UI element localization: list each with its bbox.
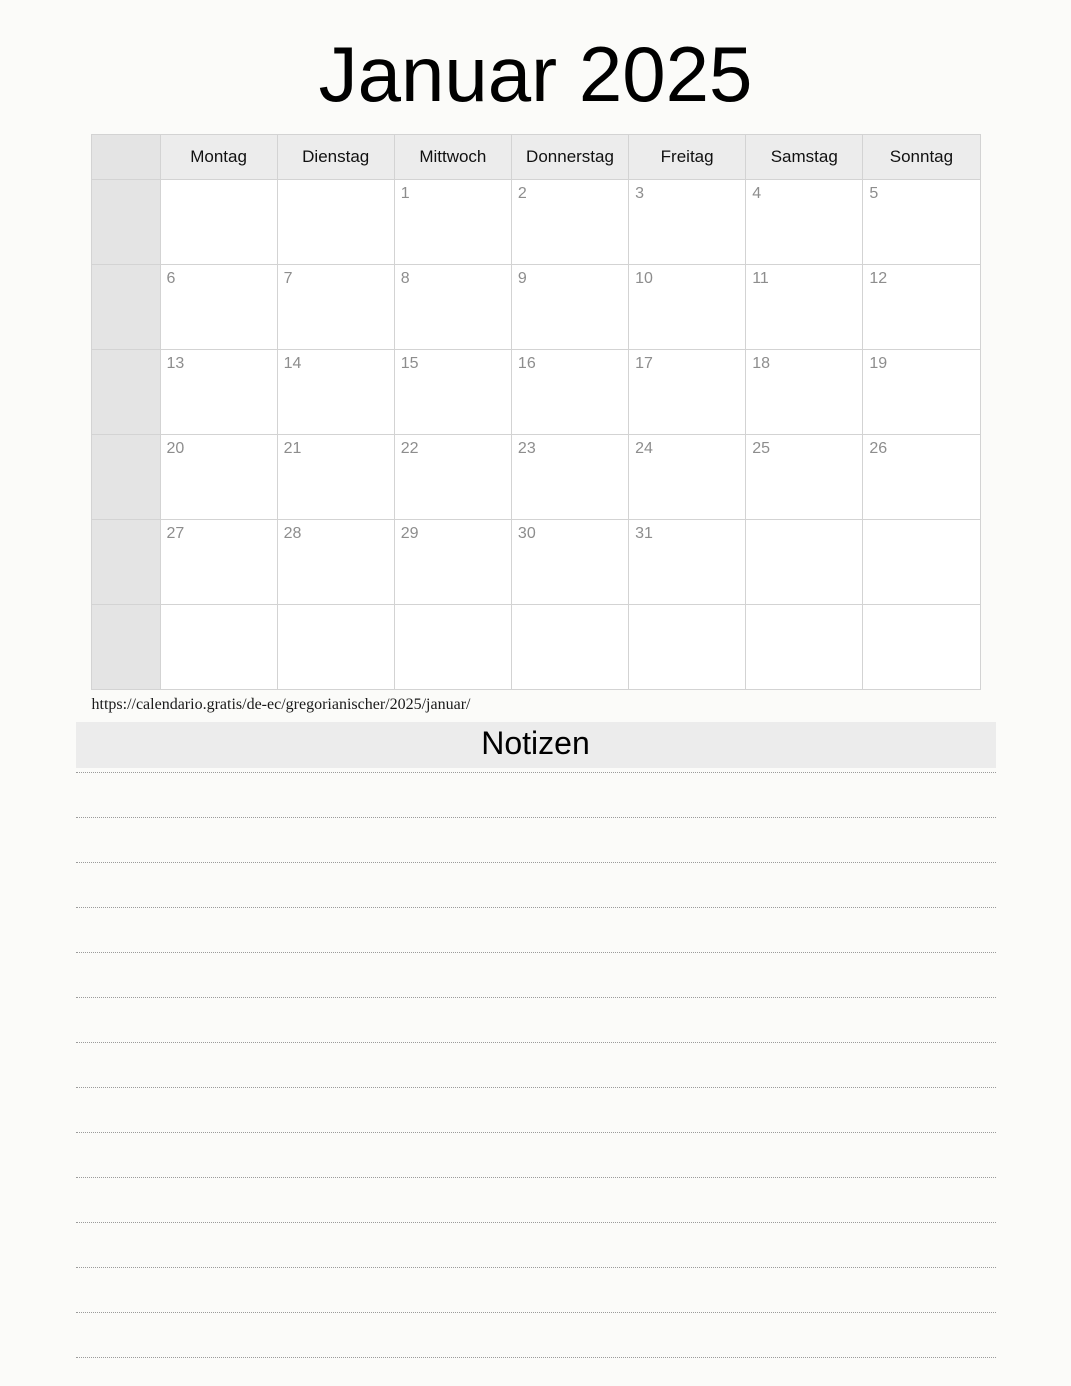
day-number: 11	[752, 269, 769, 287]
day-cell	[746, 519, 863, 604]
calendar-week-row	[91, 349, 980, 434]
day-number: 4	[752, 184, 762, 202]
day-number: 2	[517, 184, 527, 202]
note-line[interactable]	[76, 953, 996, 998]
day-number: 29	[400, 524, 419, 542]
day-number	[161, 180, 277, 186]
day-number	[161, 605, 277, 611]
note-line[interactable]	[76, 1313, 996, 1358]
day-cell	[629, 434, 746, 519]
day-cell	[394, 434, 511, 519]
day-number: 23	[517, 439, 536, 457]
weekday-header-friday: Freitag	[629, 134, 746, 179]
day-number: 1	[400, 184, 410, 202]
day-cell	[511, 519, 628, 604]
day-number: 25	[752, 439, 770, 457]
page-title: Januar 2025	[318, 30, 753, 118]
day-cell	[746, 264, 863, 349]
note-line[interactable]	[76, 1268, 996, 1313]
calendar-container	[91, 134, 981, 690]
day-number: 27	[166, 524, 185, 542]
day-cell	[629, 264, 746, 349]
day-number: 14	[283, 354, 302, 372]
note-line[interactable]	[76, 998, 996, 1043]
weeknumber-cell	[91, 349, 160, 434]
day-number: 26	[869, 439, 888, 457]
calendar-head	[91, 134, 980, 179]
weekday-header-tuesday: Dienstag	[277, 134, 394, 179]
note-line[interactable]	[76, 1088, 996, 1133]
day-number: 3	[635, 184, 644, 202]
day-number	[395, 605, 511, 611]
calendar-week-row	[91, 179, 980, 264]
note-line[interactable]	[76, 772, 996, 818]
note-line[interactable]	[76, 863, 996, 908]
calendar-week-row	[91, 264, 980, 349]
day-cell	[863, 434, 980, 519]
weeknumber-cell	[91, 519, 160, 604]
day-number: 5	[869, 184, 879, 202]
weeknumber-cell	[91, 264, 160, 349]
day-cell	[511, 179, 628, 264]
day-number: 7	[283, 269, 293, 287]
day-cell	[160, 519, 277, 604]
day-cell	[863, 179, 980, 264]
day-cell	[277, 434, 394, 519]
day-cell	[511, 604, 628, 689]
day-number: 6	[166, 269, 176, 287]
day-cell	[863, 519, 980, 604]
weekday-header-saturday: Samstag	[746, 134, 863, 179]
weeknumber-cell	[91, 434, 160, 519]
calendar-week-row	[91, 604, 980, 689]
day-number: 10	[635, 269, 653, 287]
day-number	[629, 605, 745, 611]
day-number	[278, 605, 394, 611]
day-number: 12	[869, 269, 888, 287]
day-cell	[629, 179, 746, 264]
weekday-header-monday: Montag	[160, 134, 277, 179]
note-line[interactable]	[76, 908, 996, 953]
calendar-week-row	[91, 519, 980, 604]
day-number: 8	[400, 269, 410, 287]
day-number	[746, 520, 862, 526]
day-number: 21	[283, 439, 302, 457]
day-cell	[394, 519, 511, 604]
day-cell	[394, 264, 511, 349]
day-number: 28	[283, 524, 302, 542]
day-number: 22	[400, 439, 419, 457]
day-number: 24	[635, 439, 653, 457]
day-cell	[629, 519, 746, 604]
day-number	[512, 605, 628, 611]
day-number: 9	[517, 269, 527, 287]
weekday-header-sunday: Sonntag	[863, 134, 980, 179]
day-cell	[277, 604, 394, 689]
day-cell	[746, 179, 863, 264]
note-line[interactable]	[76, 818, 996, 863]
weekday-header-thursday: Donnerstag	[511, 134, 628, 179]
weeknumber-cell	[91, 604, 160, 689]
day-cell	[746, 434, 863, 519]
calendar-body	[91, 179, 980, 689]
day-cell	[277, 349, 394, 434]
weeknumber-cell	[91, 179, 160, 264]
day-cell	[863, 604, 980, 689]
day-cell	[160, 434, 277, 519]
day-cell	[277, 519, 394, 604]
day-cell	[629, 604, 746, 689]
day-cell	[277, 179, 394, 264]
day-cell	[629, 349, 746, 434]
notes-lines	[76, 772, 996, 1358]
day-number	[746, 605, 862, 611]
day-number	[863, 605, 979, 611]
note-line[interactable]	[76, 1223, 996, 1268]
day-number: 18	[752, 354, 770, 372]
notes-title: Notizen	[76, 722, 996, 768]
day-cell	[511, 434, 628, 519]
day-cell	[277, 264, 394, 349]
day-number: 15	[400, 354, 419, 372]
day-cell	[160, 179, 277, 264]
note-line[interactable]	[76, 1043, 996, 1088]
day-cell	[394, 349, 511, 434]
notes-section	[76, 722, 996, 1358]
day-cell	[394, 604, 511, 689]
weekday-header-wednesday: Mittwoch	[394, 134, 511, 179]
day-number: 13	[166, 354, 185, 372]
calendar-table	[91, 134, 981, 690]
day-cell	[863, 349, 980, 434]
day-number: 31	[635, 524, 653, 542]
day-number: 17	[635, 354, 653, 372]
note-line[interactable]	[76, 1178, 996, 1223]
day-number: 20	[166, 439, 185, 457]
day-cell	[746, 349, 863, 434]
day-number: 19	[869, 354, 888, 372]
day-cell	[394, 179, 511, 264]
note-line[interactable]	[76, 1133, 996, 1178]
weeknumber-corner-cell	[91, 134, 160, 179]
day-number	[863, 520, 979, 526]
day-number: 16	[517, 354, 536, 372]
day-number: 30	[517, 524, 536, 542]
day-cell	[511, 264, 628, 349]
day-cell	[160, 264, 277, 349]
day-cell	[863, 264, 980, 349]
day-cell	[511, 349, 628, 434]
weekday-header-row	[91, 134, 980, 179]
calendar-week-row	[91, 434, 980, 519]
day-number	[278, 180, 394, 186]
day-cell	[160, 349, 277, 434]
day-cell	[746, 604, 863, 689]
source-url[interactable]: https://calendario.gratis/de-ec/gregorianischer/2025/januar/	[91, 695, 471, 713]
day-cell	[160, 604, 277, 689]
